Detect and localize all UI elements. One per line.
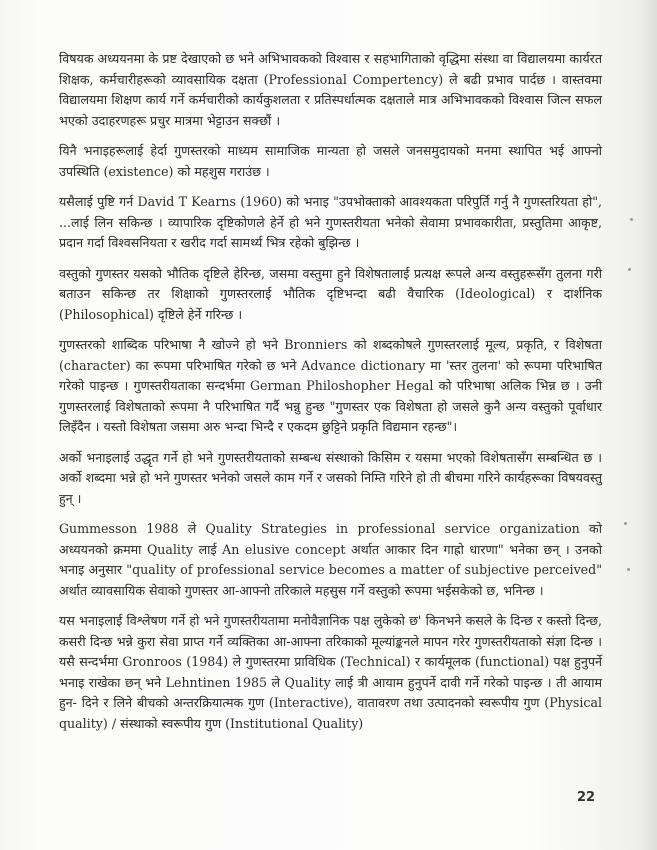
paragraph: यिनै भनाइहरूलाई हेर्दा गुणस्तरको माध्यम सामाजिक मान्यता हो जसले जनसमुदायको मनमा स्थापित भई आफ्नो उपस्थिति (existence) को महशुस गराउंछ । <box>59 143 602 179</box>
paragraph: यसैलाई पुष्टि गर्न David T Kearns (1960) को भनाइ "उपभोक्ताको आवश्यकता परिपुर्ति गर्नु नै गुणस्तरियता हो", ...लाई लिन सकिन्छ । व्यापारिक दृष्टिकोणले हेर्ने हो भने गुणस्तरीयता भनेको सेवामा प्रभावकारीता, प्रस्तुतिमा आकृष्ट, प्रदान गर्दा विश्वसनियता र खरीद गर्दा सामर्थ्य भित्र रहेको बुझिन्छ । <box>59 194 602 250</box>
scan-artifact <box>627 568 630 571</box>
document-body <box>59 49 602 744</box>
page-number: 22 <box>577 790 596 805</box>
paragraph: विषयक अध्ययनमा के प्रष्ट देखाएको छ भने अभिभावकको विश्वास र सहभागिताको वृद्धिमा संस्था वा विद्यालयमा कार्यरत शिक्षक, कर्मचारीहरूको व्यावसायिक दक्षता (Professional Compertency) ले बढी प्रभाव पार्दछ । वास्तवमा विद्यालयमा शिक्षण कार्य गर्ने कर्मचारीको कार्यकुशलता र प्रतिस्पर्धात्मक दक्षताले मात्र अभिभावकको विश्वास जित्न सफल भएको उदाहरणहरू प्रचुर मात्रमा भेट्टाउन सक्छौं । <box>59 51 602 128</box>
scan-artifact <box>624 522 627 525</box>
scan-artifact <box>628 268 631 271</box>
scan-edge-shadow <box>639 0 657 850</box>
paragraph: वस्तुको गुणस्तर यसको भौतिक दृष्टिले हेरिन्छ, जसमा वस्तुमा हुने विशेषतालाई प्रत्यक्ष रूपले अन्य वस्तुहरूसँग तुलना गरी बताउन सकिन्छ तर शिक्षाको गुणस्तरलाई भौतिक दृष्टिभन्दा बढी वैचारिक (Ideological) र दार्शनिक (Philosophical) दृष्टिले हेर्ने गरिन्छ । <box>59 265 602 322</box>
scan-artifact <box>630 218 633 221</box>
paragraph: Gummesson 1988 ले Quality Strategies in professional service organization को अध्ययनको क्रममा Quality लाई An elusive concept अर्थात आकार दिन गाह्रो धारणा" भनेका छन् । उनको भनाइ अनुसार "quality of professional service becomes a matter of subjective perceived" अर्थात व्यावसायिक सेवाको गुणस्तर आ-आफ्नो तरिकाले महसुस गर्ने वस्तुको रूपमा भईसकेको छ, भनिन्छ । <box>59 521 602 598</box>
paragraph: अर्को भनाइलाई उद्धृत गर्ने हो भने गुणस्तरीयताको सम्बन्ध संस्थाको किसिम र यसमा भएको विशेषतासँग सम्बन्धित छ । अर्को शब्दमा भन्ने हो भने गुणस्तर भनेको जसले काम गर्ने र जसको निम्ति गरिने हो ती बीचमा गरिने कार्यहरूका विषयवस्तु हुन् । <box>59 449 602 506</box>
paragraph: गुणस्तरको शाब्दिक परिभाषा नै खोज्ने हो भने Bronniers को शब्दकोषले गुणस्तरलाई मूल्य, प्रकृति, र विशेषता (character) का रूपमा परिभाषित गरेको छ भने Advance dictionary मा 'स्तर तुलना' को रूपमा परिभाषित गरेको पाइन्छ । गुणस्तरीयताका सन्दर्भमा German Philoshopher Hegal को परिभाषा अलिक भिन्न छ । उनी गुणस्तरलाई विशेषताको रूपमा नै परिभाषित गर्दै भन्नु हुन्छ "गुणस्तर एक विशेषता हो जसले कुनै अन्य वस्तुको पूर्वाधार लिइँदैन । यस्तो विशेषता जसमा अरु भन्दा भिन्दै र एकदम छुट्टिने प्रकृति विद्यमान रहन्छ"। <box>59 337 602 434</box>
paragraph: यस भनाइलाई विश्लेषण गर्ने हो भने गुणस्तरीयतामा मनोवैज्ञानिक पक्ष लुकेको छ' किनभने कसले के दिन्छ र कस्तो दिन्छ, कसरी दिन्छ भन्ने कुरा सेवा प्राप्त गर्ने व्यक्तिका आ-आफ्ना तरिकाको मूल्यांङ्कनले मापन गरेर गुणस्तरीयताको संज्ञा दिन्छ । यसै सन्दर्भमा Gronroos (1984) ले गुणस्तरमा प्राविधिक (Technical) र कार्यमूलक (functional) पक्ष हुनुपर्ने भनाइ राखेका छन् भने Lehntinen 1985 ले Quality लाई त्री आयाम हुनुपर्ने दावी गर्ने गरेको पाइन्छ । ती आयाम हुन- दिने र लिने बीचको अन्तरक्रियात्मक गुण (Interactive), वातावरण तथा उत्पादनको स्वरूपीय गुण (Physical quality) / संस्थाको स्वरूपीय गुण (Institutional Quality) <box>59 613 602 731</box>
